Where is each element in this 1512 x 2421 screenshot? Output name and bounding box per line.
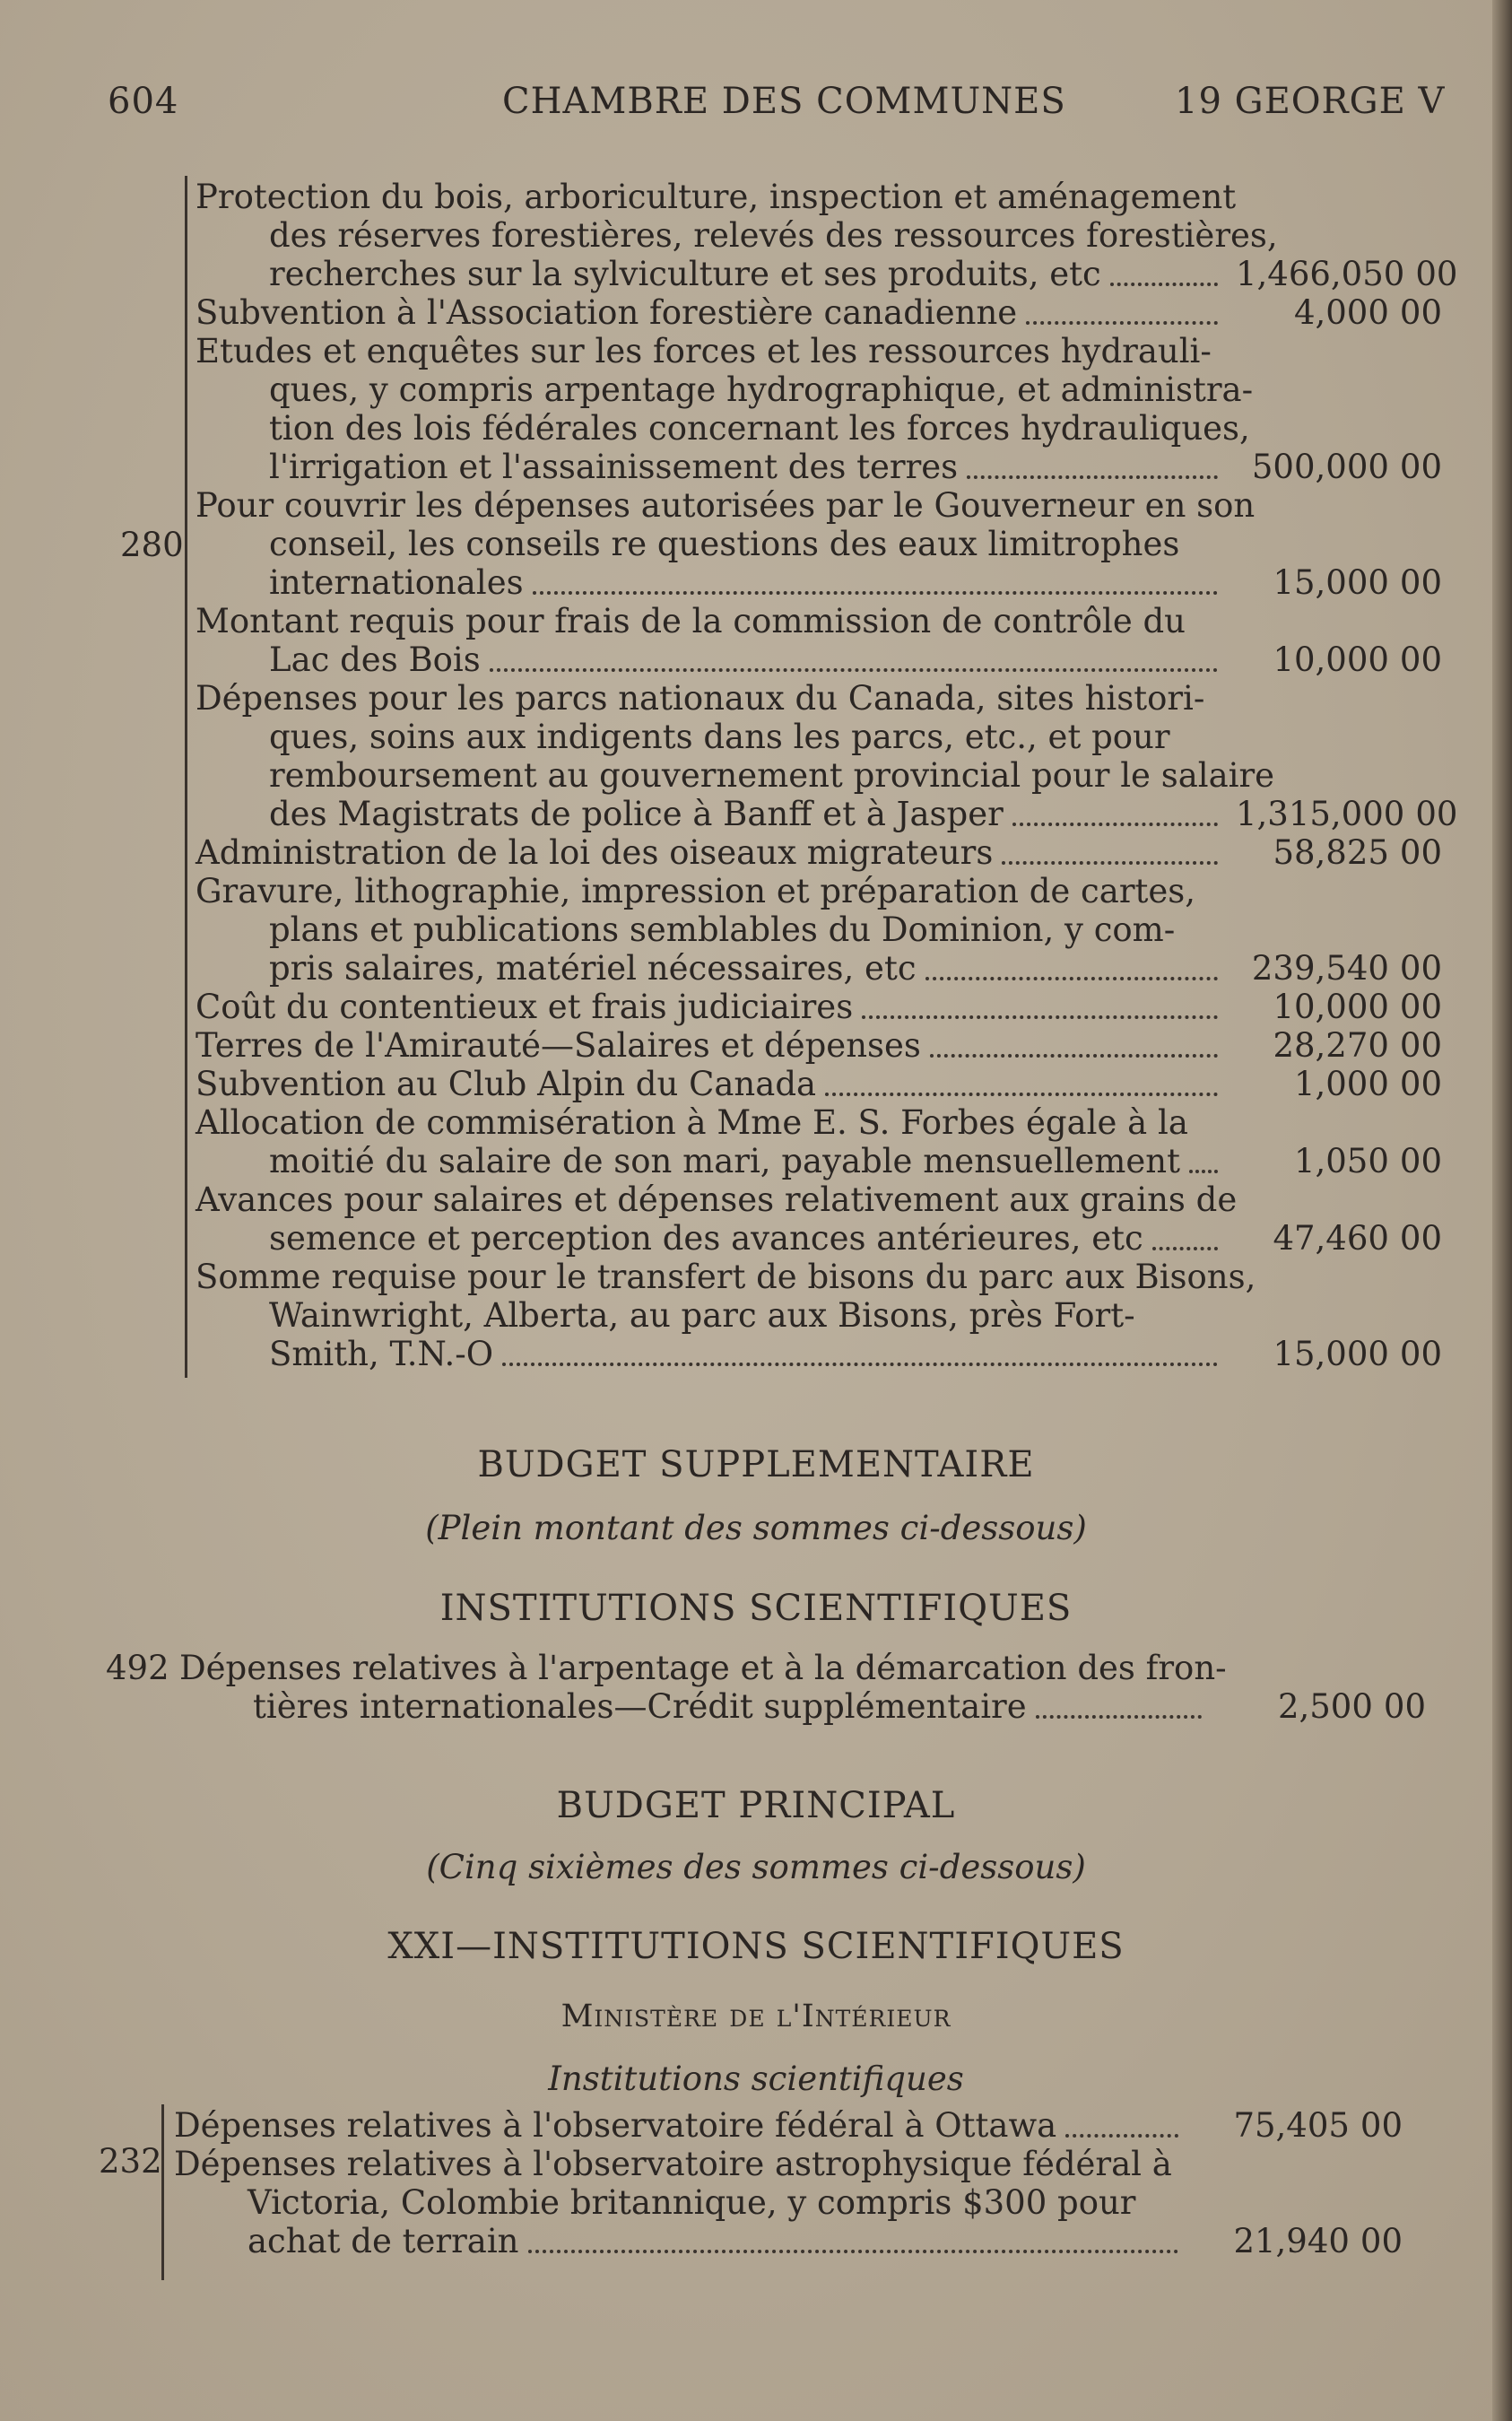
item-text: moitié du salaire de son mari, payable mensuellement <box>269 1142 1180 1180</box>
item-line <box>196 833 1442 872</box>
amount-dollars: 15,000 <box>1273 1335 1389 1373</box>
vote-232-items <box>174 2106 1403 2260</box>
main-budget-subtitle: (Cinq sixièmes des sommes ci-dessous) <box>426 1848 1086 1886</box>
item-text: Dépenses relatives à l'arpentage et à la démarcation des fron- <box>179 1649 1227 1687</box>
supplementary-items <box>179 1649 1426 1726</box>
main-budget-section: XXI—INSTITUTIONS SCIENTIFIQUES <box>387 1926 1125 1967</box>
item-text: ques, soins aux indigents dans les parcs, etc., et pour <box>269 718 1170 756</box>
item-text: Administration de la loi des oiseaux migrateurs <box>196 833 994 872</box>
item-text: conseil, les conseils re questions des eaux limitrophes <box>269 525 1180 563</box>
amount-cents: 00 <box>1383 1687 1426 1726</box>
item-line <box>196 293 1442 332</box>
amount-dollars: 1,000 <box>1293 1065 1389 1103</box>
budget-item <box>196 1065 1442 1103</box>
amount-dollars: 21,940 <box>1233 2222 1350 2260</box>
item-amount <box>1236 293 1442 332</box>
dot-leader <box>502 1354 1218 1366</box>
item-text: Smith, T.N.-O <box>269 1335 494 1373</box>
dot-leader <box>925 968 1218 980</box>
dot-leader <box>1152 1238 1218 1250</box>
dot-leader <box>1065 2125 1178 2138</box>
vote-number: 280 <box>120 526 184 564</box>
item-amount <box>1236 833 1442 872</box>
item-line <box>179 1649 1426 1687</box>
dot-leader <box>862 1006 1218 1019</box>
header-reign: 19 GEORGE V <box>1175 81 1446 122</box>
item-line <box>196 679 1442 718</box>
budget-item <box>196 602 1442 679</box>
main-vote-number: 232 <box>99 2142 162 2181</box>
item-text: semence et perception des avances antérieures, etc <box>269 1219 1143 1258</box>
item-line <box>196 949 1442 988</box>
item-line <box>196 1065 1442 1103</box>
item-text: Protection du bois, arboriculture, inspection et aménagement <box>196 178 1237 216</box>
item-amount <box>1236 448 1442 486</box>
item-line <box>174 2222 1403 2260</box>
budget-item <box>196 872 1442 988</box>
item-line <box>196 1103 1442 1142</box>
dot-leader <box>533 582 1218 595</box>
dot-leader <box>1110 274 1218 286</box>
header-title: CHAMBRE DES COMMUNES <box>502 81 1066 122</box>
amount-dollars: 1,466,050 <box>1236 255 1405 293</box>
item-text: tières internationales—Crédit supplémentaire <box>253 1687 1027 1726</box>
budget-item <box>174 2106 1403 2145</box>
item-amount <box>1236 563 1442 602</box>
amount-cents: 00 <box>1399 563 1442 602</box>
amount-cents: 00 <box>1399 1335 1442 1373</box>
item-line <box>196 216 1442 255</box>
item-line <box>196 1219 1442 1258</box>
item-line <box>196 1258 1442 1296</box>
item-text: pris salaires, matériel nécessaires, etc <box>269 949 917 988</box>
budget-item <box>196 332 1442 486</box>
amount-cents: 00 <box>1399 1142 1442 1180</box>
supplementary-section: INSTITUTIONS SCIENTIFIQUES <box>439 1588 1073 1629</box>
item-text: Wainwright, Alberta, au parc aux Bisons, près Fort- <box>269 1296 1135 1335</box>
ministry-heading: Ministère de l'Intérieur <box>560 1999 952 2034</box>
item-text: Subvention au Club Alpin du Canada <box>196 1065 817 1103</box>
item-amount <box>1196 2222 1403 2260</box>
item-line <box>196 563 1442 602</box>
item-amount <box>1236 1335 1442 1373</box>
item-text: Dépenses relatives à l'observatoire fédéral à Ottawa <box>174 2106 1057 2145</box>
budget-item <box>174 2145 1403 2260</box>
item-line <box>196 602 1442 640</box>
item-text: des Magistrats de police à Banff et à Jasper <box>269 795 1004 833</box>
amount-dollars: 239,540 <box>1251 949 1389 988</box>
dot-leader <box>490 659 1218 672</box>
amount-dollars: 1,050 <box>1293 1142 1389 1180</box>
item-line <box>196 255 1458 293</box>
amount-cents: 00 <box>1399 293 1442 332</box>
item-line <box>196 718 1442 756</box>
item-line <box>196 1142 1442 1180</box>
budget-item <box>196 833 1442 872</box>
amount-cents: 00 <box>1399 833 1442 872</box>
budget-item <box>196 1180 1442 1258</box>
item-text: Lac des Bois <box>269 640 481 679</box>
dot-leader <box>1002 852 1218 865</box>
item-text: Montant requis pour frais de la commission de contrôle du <box>196 602 1186 640</box>
amount-dollars: 58,825 <box>1273 833 1389 872</box>
item-line <box>196 1180 1442 1219</box>
dot-leader <box>1036 1706 1202 1719</box>
item-amount <box>1220 1687 1426 1726</box>
subsection-heading: Institutions scientifiques <box>548 2060 964 2098</box>
amount-cents: 00 <box>1415 795 1458 833</box>
amount-dollars: 10,000 <box>1273 988 1389 1026</box>
item-text: Gravure, lithographie, impression et préparation de cartes, <box>196 872 1196 910</box>
amount-cents: 00 <box>1399 1026 1442 1065</box>
budget-item <box>196 1258 1442 1373</box>
vote-280-items <box>196 178 1458 1373</box>
item-line <box>196 795 1458 833</box>
item-amount <box>1236 988 1442 1026</box>
item-text: ques, y compris arpentage hydrographique, et administra- <box>269 370 1254 409</box>
amount-dollars: 10,000 <box>1273 640 1389 679</box>
item-line <box>196 910 1442 949</box>
item-line <box>196 409 1442 448</box>
item-amount <box>1236 1219 1442 1258</box>
budget-item <box>196 1103 1442 1180</box>
item-text: Coût du contentieux et frais judiciaires <box>196 988 854 1026</box>
amount-dollars: 500,000 <box>1251 448 1389 486</box>
budget-item <box>196 988 1442 1026</box>
item-amount <box>1236 1142 1442 1180</box>
item-line <box>196 1335 1442 1373</box>
item-text: Subvention à l'Association forestière canadienne <box>196 293 1018 332</box>
item-amount <box>1236 255 1458 293</box>
amount-cents: 00 <box>1399 640 1442 679</box>
item-amount <box>1236 1065 1442 1103</box>
dot-leader <box>930 1045 1218 1058</box>
item-text: l'irrigation et l'assainissement des terres <box>269 448 959 486</box>
item-line <box>196 370 1442 409</box>
item-line <box>196 178 1442 216</box>
item-text: Victoria, Colombie britannique, y compris $300 pour <box>248 2183 1136 2222</box>
item-amount <box>1236 795 1458 833</box>
main-budget-title: BUDGET PRINCIPAL <box>556 1785 956 1826</box>
item-text: Avances pour salaires et dépenses relativement aux grains de <box>196 1180 1238 1219</box>
amount-dollars: 2,500 <box>1277 1687 1373 1726</box>
item-line <box>196 988 1442 1026</box>
item-text: Etudes et enquêtes sur les forces et les ressources hydrauli- <box>196 332 1212 370</box>
item-text: achat de terrain <box>248 2222 519 2260</box>
item-amount <box>1236 640 1442 679</box>
budget-item <box>196 178 1458 293</box>
item-text: Pour couvrir les dépenses autorisées par le Gouverneur en son <box>196 486 1256 525</box>
item-line <box>196 332 1442 370</box>
item-text: Somme requise pour le transfert de bisons du parc aux Bisons, <box>196 1258 1256 1296</box>
item-line <box>174 2106 1403 2145</box>
dot-leader <box>528 2241 1178 2253</box>
item-line <box>179 1687 1426 1726</box>
item-text: Allocation de commisération à Mme E. S. Forbes égale à la <box>196 1103 1188 1142</box>
amount-dollars: 15,000 <box>1273 563 1389 602</box>
amount-dollars: 47,460 <box>1273 1219 1389 1258</box>
amount-cents: 00 <box>1399 1065 1442 1103</box>
item-line <box>174 2183 1403 2222</box>
amount-cents: 00 <box>1360 2106 1403 2145</box>
item-line <box>196 448 1442 486</box>
item-text: Terres de l'Amirauté—Salaires et dépenses <box>196 1026 921 1065</box>
amount-dollars: 1,315,000 <box>1236 795 1405 833</box>
item-line <box>174 2145 1403 2183</box>
supplementary-item-number: 492 <box>106 1649 169 1687</box>
amount-cents: 00 <box>1399 1219 1442 1258</box>
item-line <box>196 872 1442 910</box>
item-line <box>196 525 1442 563</box>
amount-dollars: 28,270 <box>1273 1026 1389 1065</box>
running-header <box>0 81 1512 135</box>
item-text: internationales <box>269 563 524 602</box>
item-line <box>196 756 1442 795</box>
budget-item <box>196 1026 1442 1065</box>
dot-leader <box>967 466 1218 479</box>
vote-232-bracket <box>161 2104 164 2280</box>
item-text: Dépenses relatives à l'observatoire astrophysique fédéral à <box>174 2145 1172 2183</box>
dot-leader <box>1012 814 1218 826</box>
budget-item <box>179 1649 1426 1726</box>
item-line <box>196 640 1442 679</box>
item-text: remboursement au gouvernement provincial pour le salaire <box>269 756 1275 795</box>
amount-cents: 00 <box>1360 2222 1403 2260</box>
item-text: Dépenses pour les parcs nationaux du Canada, sites histori- <box>196 679 1205 718</box>
budget-item <box>196 293 1442 332</box>
dot-leader <box>825 1084 1218 1096</box>
item-line <box>196 486 1442 525</box>
budget-item <box>196 679 1458 833</box>
dot-leader <box>1189 1161 1218 1173</box>
supplementary-title: BUDGET SUPPLEMENTAIRE <box>477 1444 1035 1485</box>
amount-cents: 00 <box>1415 255 1458 293</box>
item-text: recherches sur la sylviculture et ses produits, etc <box>269 255 1101 293</box>
dot-leader <box>1026 312 1218 325</box>
vote-280-bracket <box>185 176 187 1378</box>
page-edge <box>1492 0 1512 2421</box>
amount-cents: 00 <box>1399 448 1442 486</box>
item-text: des réserves forestières, relevés des ressources forestières, <box>269 216 1278 255</box>
item-line <box>196 1026 1442 1065</box>
amount-dollars: 75,405 <box>1233 2106 1350 2145</box>
item-amount <box>1236 949 1442 988</box>
amount-cents: 00 <box>1399 949 1442 988</box>
item-amount <box>1236 1026 1442 1065</box>
page-number: 604 <box>108 81 179 122</box>
item-amount <box>1196 2106 1403 2145</box>
item-text: plans et publications semblables du Dominion, y com- <box>269 910 1176 949</box>
budget-item <box>196 486 1442 602</box>
amount-cents: 00 <box>1399 988 1442 1026</box>
amount-dollars: 4,000 <box>1293 293 1389 332</box>
item-text: tion des lois fédérales concernant les forces hydrauliques, <box>269 409 1250 448</box>
supplementary-subtitle: (Plein montant des sommes ci-dessous) <box>425 1509 1087 1547</box>
item-line <box>196 1296 1442 1335</box>
